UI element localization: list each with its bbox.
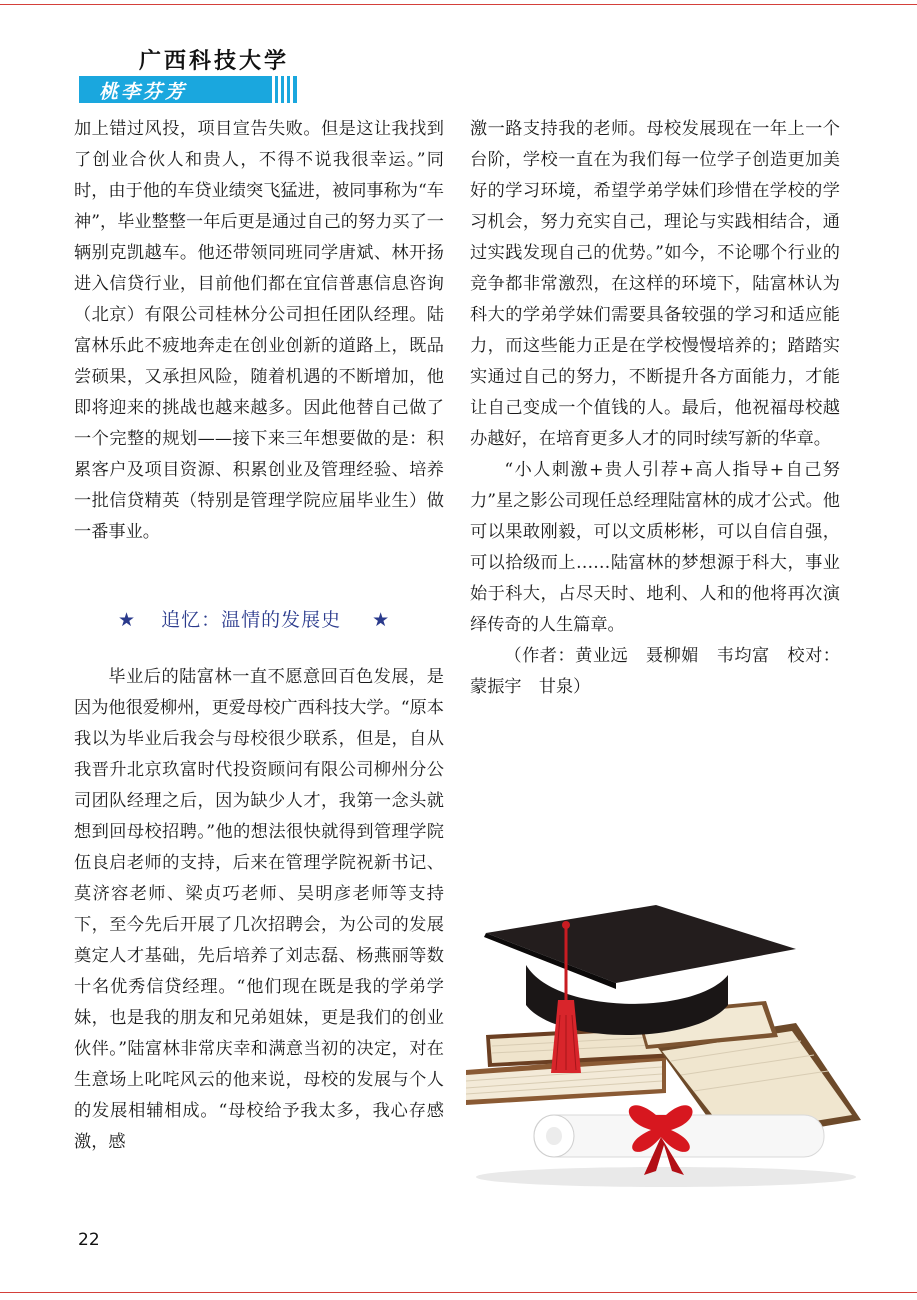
journal-title: 广西科技大学 (139, 48, 290, 74)
bottom-rule (0, 1292, 917, 1293)
author-credits: （作者：黄业远 聂柳媚 韦均富 校对：蒙振宇 甘泉） (470, 646, 840, 697)
paragraph: 毕业后的陆富林一直不愿意回百色发展，是因为他很爱柳州，更爱母校广西科技大学。“原本我以为毕业后我会与母校很少联系，但是，自从我晋升北京玖富时代投资顾问有限公司柳州分公司团队经理之后，因为缺少人才，我第一念头就想到回母校招聘。”他的想法很快就得到管理学院伍良启老师的支持，后来在管理学院祝新书记、莫济容老师、梁贞巧老师、吴明彦老师等支持下，至今先后开展了几次招聘会，为公司的发展奠定人才基础，先后培养了刘志磊、杨燕丽等数十名优秀信贷经理。“他们现在既是我的学弟学妹，也是我的朋友和兄弟姐妹，更是我们的创业伙伴。”陆富林非常庆幸和满意当初的决定，对在生意场上叱咤风云的他来说，母校的发展与个人的发展相辅相成。“母校给予我太多，我心存感激，感 (74, 667, 444, 1152)
section-heading-text: 追忆：温情的发展史 (161, 609, 342, 631)
section-banner (79, 76, 297, 103)
paragraph: “小人刺激+贵人引荐+高人指导+自己努力”星之影公司现任总经理陆富林的成才公式。他可以果敢刚毅，可以文质彬彬，可以自信自强，可以拾级而上……陆富林的梦想源于科大，事业始于科大，占尽天时、地利、人和的他将再次演绎传奇的人生篇章。 (470, 460, 840, 635)
top-rule (0, 4, 917, 5)
right-column (470, 114, 840, 703)
paragraph: 加上错过风投，项目宣告失败。但是这让我找到了创业合伙人和贵人，不得不说我很幸运。”同时，由于他的车贷业绩突飞猛进，被同事称为“车神”，毕业整整一年后更是通过自己的努力买了一辆别克凯越车。他还带领同班同学唐斌、林开扬进入信贷行业，目前他们都在宜信普惠信息咨询（北京）有限公司桂林分公司担任团队经理。陆富林乐此不疲地奔走在创业创新的道路上，既品尝硕果，又承担风险，随着机遇的不断增加，他即将迎来的挑战也越来越多。因此他替自己做了一个完整的规划——接下来三年想要做的是：积累客户及项目资源、积累创业及管理经验、培养一批信贷精英（特别是管理学院应届毕业生）做一番事业。 (74, 119, 444, 542)
page-number: 22 (78, 1230, 100, 1250)
banner-stripes (272, 76, 293, 103)
section-banner-label: 桃李芬芳 (99, 81, 188, 103)
star-icon: ★ (372, 609, 391, 631)
section-heading (118, 605, 408, 632)
left-column-bottom (74, 662, 444, 1158)
star-icon: ★ (118, 609, 137, 631)
left-column-top (74, 114, 444, 548)
paragraph: 激一路支持我的老师。母校发展现在一年上一个台阶，学校一直在为我们每一位学子创造更加美好的学习环境，希望学弟学妹们珍惜在学校的学习机会，努力充实自己，理论与实践相结合，通过实践发现自己的优势。”如今，不论哪个行业的竞争都非常激烈，在这样的环境下，陆富林认为科大的学弟学妹们需要具备较强的学习和适应能力，而这些能力正是在学校慢慢培养的；踏踏实实通过自己的努力，不断提升各方面能力，才能让自己变成一个值钱的人。最后，他祝福母校越办越好，在培育更多人才的同时续写新的华章。 (470, 119, 840, 449)
graduation-cap-books-diploma-icon (466, 905, 862, 1187)
